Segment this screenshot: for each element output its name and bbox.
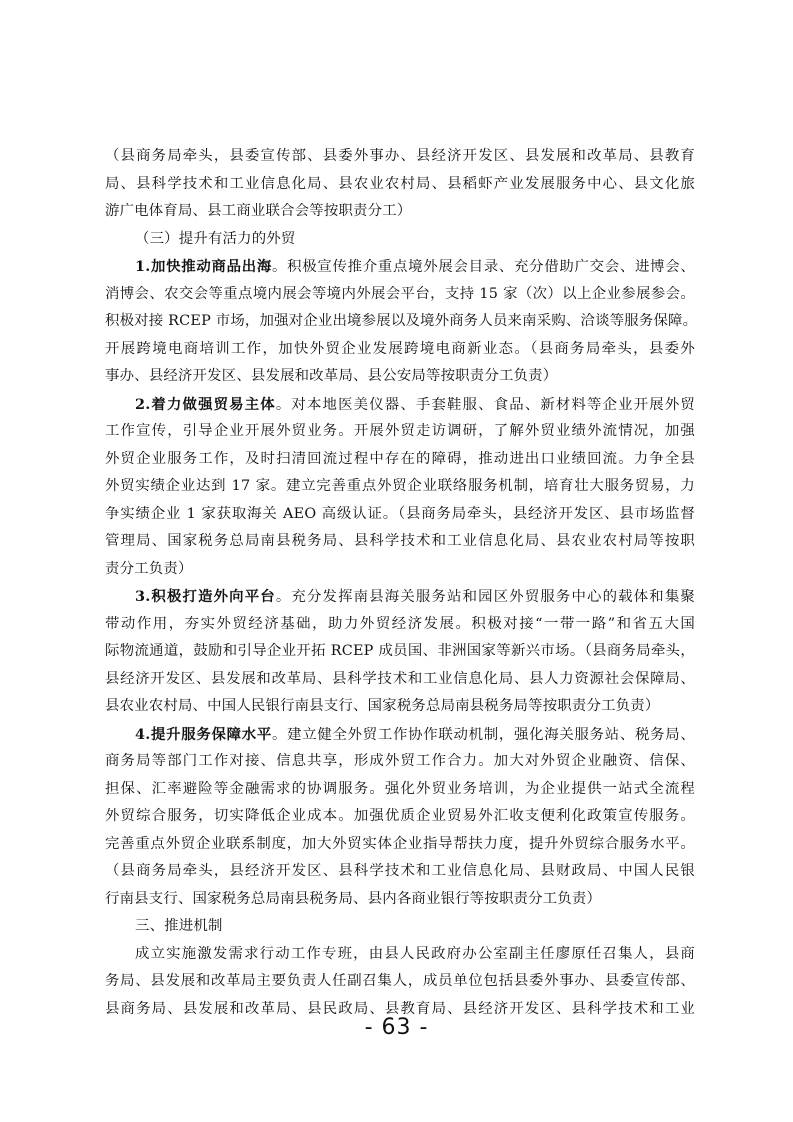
text-line: 县农业农村局、中国人民银行南县支行、国家税务总局南县税务局等按职责分工负责） <box>105 698 660 714</box>
text-line: 责分工负责） <box>105 560 193 577</box>
text-line: （县商务局牵头，县委宣传部、县委外事办、县经济开发区、县发展和改革局、县教育 <box>105 148 695 164</box>
section-heading <box>105 226 695 254</box>
text-line <box>105 253 695 281</box>
text-line: 争实绩企业 1 家获取海关 AEO 高级认证。（县商务局牵头，县经济开发区、县市场监督 <box>105 505 695 522</box>
text-line: 工作宣传，引导企业开展外贸业务。开展外贸走访调研，了解外贸业绩外流情况，加强 <box>105 423 695 439</box>
text-line: 完善重点外贸企业联系制度，加大外贸实体企业指导帮扶力度，提升外贸综合服务水平。 <box>105 835 695 852</box>
text-line: 开展跨境电商培训工作，加快外贸企业发展跨境电商新业态。（县商务局牵头，县委外 <box>105 340 695 357</box>
text-line: （县商务局牵头，县经济开发区、县科学技术和工业信息化局、县财政局、中国人民银 <box>105 863 695 879</box>
item-title: 3.积极打造外向平台 <box>135 588 276 605</box>
item-title: 4.提升服务保障水平 <box>135 725 272 743</box>
heading-text: 三、推进机制 <box>135 918 223 934</box>
text-line: 县经济开发区、县发展和改革局、县科学技术和工业信息化局、县人力资源社会保障局、 <box>105 670 695 687</box>
heading-text: （三）提升有活力的外贸 <box>135 230 296 247</box>
text-line <box>105 721 695 749</box>
text-line: 外贸综合服务，切实降低企业成本。加强优质企业贸易外汇收支便利化政策宣传服务。 <box>105 808 695 824</box>
text-line: 局、县科学技术和工业信息化局、县农业农村局、县稻虾产业发展服务中心、县文化旅 <box>105 175 695 192</box>
text-line: 商务局等部门工作对接、信息共享，形成外贸工作合力。加大对外贸企业融资、信保、 <box>105 753 695 769</box>
text-line: 外贸实绩企业达到 17 家。建立完善重点外贸企业联络服务机制，培育壮大服务贸易，力 <box>105 478 695 494</box>
text-line: 县商务局、县发展和改革局、县民政局、县教育局、县经济开发区、县科学技术和工业 <box>105 1000 695 1017</box>
body-text <box>105 143 698 1023</box>
text-line: 成立实施激发需求行动工作专班，由县人民政府办公室副主任廖原任召集人，县商 <box>135 945 695 962</box>
paragraph-responsibility-note <box>105 143 695 226</box>
text-line: 外贸企业服务工作，及时扫清回流过程中存在的障碍，推动进出口业绩回流。力争全县 <box>105 450 695 467</box>
item-title: 2.着力做强贸易主体 <box>135 395 276 413</box>
text-line: 行南县支行、国家税务总局南县税务局、县内各商业银行等按职责分工负责） <box>105 890 602 907</box>
text-line: 消博会、农交会等重点境内展会等境内外展会平台，支持 15 家（次）以上企业参展参会。 <box>105 285 695 302</box>
text-line: 积极对接 RCEP 市场，加强对企业出境参展以及境外商务人员来南采购、洽谈等服务保障。 <box>105 313 698 329</box>
paragraph-item-1 <box>105 253 698 391</box>
item-text: 。建立健全外贸工作协作联动机制，强化海关服务站、税务局、 <box>271 726 695 743</box>
text-line: 游广电体育局、县工商业联合会等按职责分工） <box>105 203 412 219</box>
item-text: 。积极宣传推介重点境外展会目录、充分借助广交会、进博会、 <box>271 259 695 275</box>
section-heading <box>105 913 695 941</box>
text-line: 际物流通道，鼓励和引导企业开拓 RCEP 成员国、非洲国家等新兴市场。（县商务局牵头， <box>105 643 695 659</box>
text-line: 带动作用，夯实外贸经济基础，助力外贸经济发展。积极对接“一带一路”和省五大国 <box>105 615 695 632</box>
item-title: 1.加快推动商品出海 <box>135 258 272 275</box>
text-line: 担保、汇率避险等金融需求的协调服务。强化外贸业务培训，为企业提供一站式全流程 <box>105 780 695 797</box>
paragraph-item-3 <box>105 583 695 721</box>
text-line <box>105 391 695 419</box>
paragraph-item-2 <box>105 391 695 584</box>
text-line <box>105 583 695 611</box>
paragraph-mechanism <box>105 941 695 1024</box>
item-text: 。充分发挥南县海关服务站和园区外贸服务中心的载体和集聚 <box>275 589 695 605</box>
page-number: - 63 - <box>364 1015 429 1040</box>
paragraph-item-4 <box>105 721 695 914</box>
item-text: 。对本地医美仪器、手套鞋服、食品、新材料等企业开展外贸 <box>275 396 695 413</box>
text-line: 务局、县发展和改革局主要负责人任副召集人，成员单位包括县委外事办、县委宣传部、 <box>105 973 695 989</box>
text-line: 管理局、国家税务总局南县税务局、县科学技术和工业信息化局、县农业农村局等按职 <box>105 533 695 549</box>
text-line: 事办、县经济开发区、县发展和改革局、县公安局等按职责分工负责） <box>105 368 558 384</box>
